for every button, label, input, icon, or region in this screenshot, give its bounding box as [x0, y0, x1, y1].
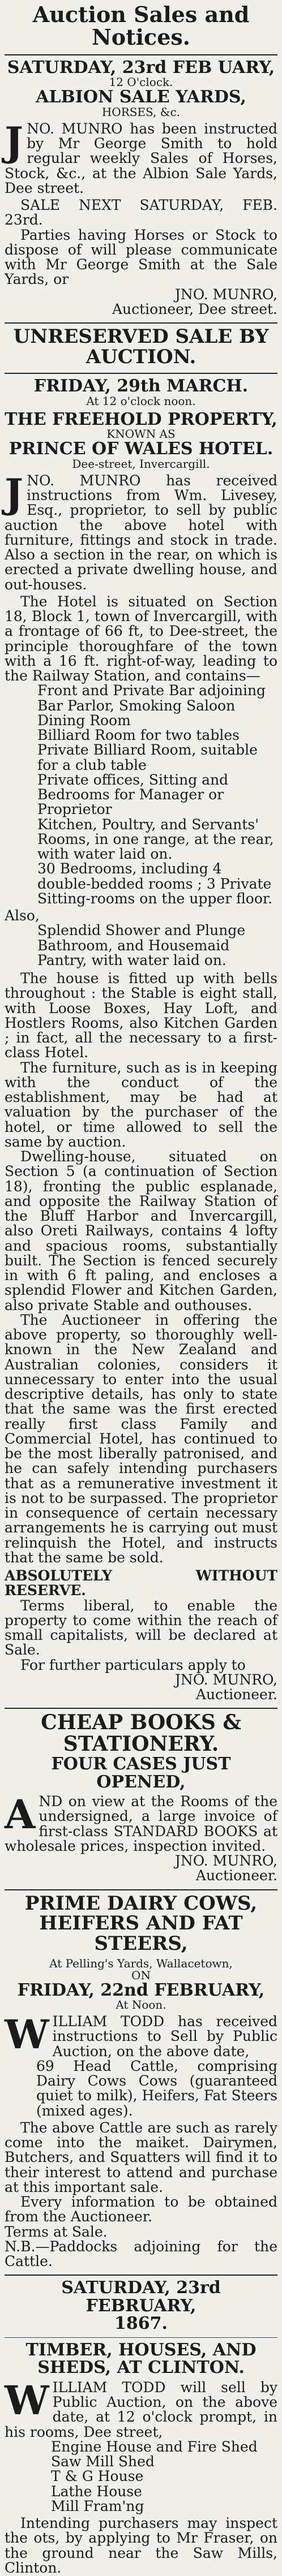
section-title: CHEAP BOOKS & STATIONERY. — [41, 1711, 241, 1756]
section-title: Auction Sales and Notices. — [32, 2, 250, 50]
signoff: JNO. MUNRO, — [174, 1671, 277, 1688]
item: T & G House — [51, 2468, 144, 2485]
hotel-name: PRINCE OF WALES HOTEL. — [8, 439, 274, 459]
sale-items: HORSES, &c. — [101, 105, 181, 119]
para-3: The house is fitted up with bells throughout : the Stable is eight stall, with Loose Boxes, Hay Loft, and Hostlers Rooms, also Kitchen Garden ; in fact, all the necessary to a first-class Hotel. — [5, 970, 277, 1061]
notice-text: Parties having Horses or Stock to dispose of will please communicate with Mr George Smith at the Sale Yards, or — [5, 226, 277, 288]
notice-body: A ND on view at the Rooms of the undersigned, a large invoice of first-class STANDARD BOOKS at wholesale prices, inspection invited. — [5, 1791, 277, 1854]
auction-notice-albion — [5, 3, 277, 317]
para-1: W ILLIAM TODD has received instructions to Sell by Public Auction, on the above date, — [5, 2011, 277, 2060]
room-item: Private Billiard Room, suitable for a club table — [37, 742, 258, 773]
location: At Pelling's Yards, Wallacetown, — [49, 1956, 233, 1970]
divider — [5, 1889, 277, 1890]
signoff-role: Auctioneer, Dee street. — [112, 300, 277, 317]
signoff: JNO. MUNRO, — [174, 1853, 277, 1869]
divider — [5, 54, 277, 55]
sale-date: SATURDAY, 23rd FEBRUARY, — [61, 2278, 221, 2316]
room-item: 30 Bedrooms, including 4 double-bedded rooms ; 3 Private Sitting-rooms on the upper floor. — [37, 860, 273, 907]
nb-note: N.B.—Paddocks adjoining for the Cattle. — [5, 2238, 277, 2270]
known-as: KNOWN AS — [106, 427, 176, 441]
sale-date: FRIDAY, 29th MARCH. — [33, 376, 249, 397]
terms: Terms liberal, to enable the property to come within the reach of small capitalists, will be declared at Sale. — [5, 1597, 277, 1659]
drop-cap: W — [5, 2376, 49, 2424]
sub-title: FOUR CASES JUST OPENED, — [51, 1754, 231, 1792]
also-item: Splendid Shower and Plunge Bathroom, and Housemaid Pantry, with water laid on. — [37, 922, 246, 968]
room-item: Bar Parlor, Smoking Saloon — [37, 697, 236, 714]
auction-notice-hotel — [5, 327, 277, 1702]
room-item: Front and Private Bar adjoining — [37, 682, 266, 699]
sale-venue: ALBION SALE YARDS, — [36, 87, 246, 107]
property-title: THE FREEHOLD PROPERTY, — [5, 409, 277, 429]
room-item: Kitchen, Poultry, and Servants' Rooms, in one range, at the rear, with water laid on. — [37, 816, 274, 863]
further-info: For further particulars apply to — [20, 1656, 246, 1673]
para-1: W ILLIAM TODD will sell by Public Auction, on the above date, at 12 o'clock prompt, in his rooms, Dee street, — [5, 2376, 277, 2440]
cheap-books-notice — [5, 1712, 277, 1883]
para-2: Intending purchasers may inspect the ots, by applying to Mr Fraser, on the ground near the Saw Mills, Clinton. — [5, 2515, 277, 2576]
dairy-cows-notice — [5, 1894, 277, 2269]
drop-cap: A — [5, 1791, 36, 1838]
newspaper-column — [5, 3, 277, 2575]
section-title: UNRESERVED SALE BY AUCTION. — [13, 325, 269, 368]
rooms-list — [5, 683, 277, 906]
drop-cap: W — [5, 2011, 49, 2058]
terms: Terms at Sale. — [5, 2223, 108, 2240]
item: Lathe House — [51, 2483, 142, 2500]
divider — [5, 1708, 277, 1709]
address: Dee-street, Invercargill. — [72, 456, 210, 471]
also-list — [5, 923, 277, 968]
item: Engine House and Fire Shed — [51, 2438, 258, 2455]
para-4: The furniture, such as is in keeping with the conduct of the establishment, may be had at valuation by the purchaser of the hotel, or time allowed to sell the same by auction. — [5, 1059, 277, 1150]
reserve-note: ABSOLUTELY WITHOUT RESERVE. — [5, 1567, 277, 1599]
also-label: Also, — [5, 907, 40, 924]
sale-time: At 12 o'clock noon. — [86, 394, 196, 408]
room-item: Private offices, Sitting and Bedrooms for Manager or Proprietor — [37, 771, 229, 818]
room-item: Dining Room — [37, 712, 131, 729]
sale-date: SATURDAY, 23rd FEB UARY, — [7, 57, 275, 77]
divider — [5, 373, 277, 374]
para-2: The above Cattle are such as rarely come into the maiket. Dairymen, Butchers, and Squatters will find it to their interest to attend and purchase at this important sale. — [5, 2119, 277, 2195]
section-title: TIMBER, HOUSES, AND SHEDS, AT CLINTON. — [25, 2340, 257, 2378]
sale-time: 12 O'clock. — [109, 75, 173, 89]
item: Mill Fram'ng — [51, 2497, 144, 2514]
sale-date: FRIDAY, 22nd FEBRUARY, — [17, 1980, 265, 2000]
signoff: JNO. MUNRO, — [174, 286, 277, 303]
signoff-role: Auctioneer. — [195, 1867, 277, 1884]
timber-houses-notice — [5, 2279, 277, 2575]
drop-cap: J — [5, 469, 24, 517]
notice-body: J NO. MUNRO has been instructed by Mr George Smith to hold regular weekly Sales of Horses, Stock, &c., at the Albion Sale Yards, Dee street. — [5, 118, 277, 196]
lot-1: 69 Head Cattle, comprising Dairy Cows Cows (guaranteed quiet to milk), Heifers, Fat Steers (mixed ages). — [36, 2057, 277, 2119]
divider — [5, 2275, 277, 2276]
on-label: ON — [131, 1968, 151, 1982]
para-1: J NO. MUNRO has received instructions from Wm. Livesey, Esq., proprietor, to sell by public auction the above hotel with furniture, fittings and stock in trade. Also a section in the rear, on which is erected a private dwelling house, and out-houses. — [5, 469, 277, 593]
signoff-role: Auctioneer. — [195, 1686, 277, 1703]
section-title: PRIME DAIRY COWS, HEIFERS AND FAT STEERS, — [24, 1892, 258, 1955]
para-6: The Auctioneer in offering the above property, so thoroughly well-known in the New Zealand and Australian colonies, considers it unnecessary to enter into the usual descriptive details, has only to state that the same was the first erected really first class Family and Commercial Hotel, has continued to be the most liberally patronised, and he can safely intending purchasers that as a remunerative investment it is not to be surpassed. The proprietor in consequence of certain necessary arrangements he is carrying out must relinquish the Hotel, and instructs that the same be sold. — [5, 1311, 277, 1566]
para-3: Every information to be obtained from the Auctioneer. — [5, 2194, 277, 2225]
divider — [5, 2337, 277, 2338]
para-2: The Hotel is situated on Section 18, Block 1, town of Invercargill, with a frontage of 66 ft, to Dee-street, the principle thoroughfare of the town with a 16 ft. right-of-way, leading to the Railway Station, and contains— — [5, 593, 277, 684]
drop-cap: J — [5, 118, 24, 165]
para-5: Dwelling-house, situated on Section 5 (a continuation of Section 18), fronting the public esplanade, and opposite the Railway Station of the Bluff Harbor and Invercargill, also Oreti Railways, contains 4 lofty and spacious rooms, substantially built. The Section is fenced securely in with 6 ft paling, and encloses a splendid Flower and Kitchen Garden, also private Stable and outhouses. — [5, 1148, 277, 1313]
sale-time: At Noon. — [116, 1998, 166, 2012]
items-list — [5, 2440, 277, 2514]
item: Saw Mill Shed — [51, 2453, 155, 2470]
divider — [5, 322, 277, 324]
next-sale: SALE NEXT SATURDAY, FEB. 23rd. — [5, 197, 277, 229]
room-item: Billiard Room for two tables — [37, 727, 240, 744]
sale-year: 1867. — [114, 2314, 168, 2334]
